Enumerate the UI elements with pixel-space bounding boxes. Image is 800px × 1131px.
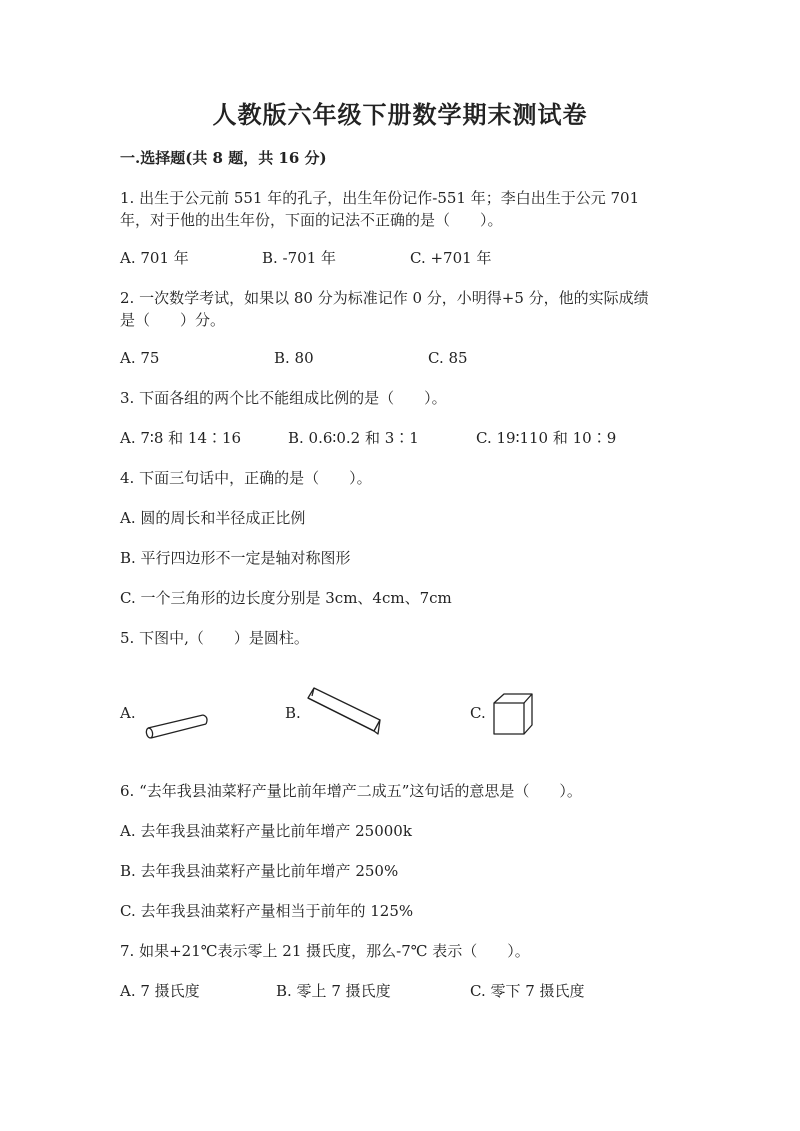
question-4-option-a: A. 圆的周长和半径成正比例: [120, 509, 306, 527]
question-6-option-b: B. 去年我县油菜籽产量比前年增产 250%: [120, 862, 399, 880]
question-2-text-line2: 是（ ）分。: [120, 311, 226, 329]
question-3-option-c: C. 19∶110 和 10∶9: [476, 429, 617, 447]
question-2-text-line1: 2. 一次数学考试，如果以 80 分为标准记作 0 分，小明得+5 分，他的实际成绩: [120, 289, 649, 307]
question-1-text-line2: 年，对于他的出生年份，下面的记法不正确的是（ ）。: [120, 211, 503, 229]
cylinder-figure: [140, 708, 215, 740]
question-1-option-b: B. -701 年: [262, 249, 337, 267]
question-4-text: 4. 下面三句话中，正确的是（ ）。: [120, 469, 372, 487]
cube-figure: [490, 690, 540, 740]
question-5-option-a: A.: [120, 704, 136, 722]
question-2-option-a: A. 75: [120, 349, 160, 367]
question-7-text: 7. 如果+21℃表示零上 21 摄氏度，那么-7℃ 表示（ ）。: [120, 942, 530, 960]
question-1-text-line1: 1. 出生于公元前 551 年的孔子，出生年份记作-551 年；李白出生于公元 701: [120, 189, 640, 207]
question-3-option-a: A. 7∶8 和 14∶16: [120, 429, 242, 447]
question-6-option-a: A. 去年我县油菜籽产量比前年增产 25000k: [120, 822, 412, 840]
question-1-option-c: C. +701 年: [410, 249, 492, 267]
question-5-option-c: C.: [470, 704, 486, 722]
question-5-option-b: B.: [285, 704, 301, 722]
question-3-option-b: B. 0.6∶0.2 和 3∶1: [288, 429, 419, 447]
question-4-option-c: C. 一个三角形的边长度分别是 3cm、4cm、7cm: [120, 589, 452, 607]
question-3-text: 3. 下面各组的两个比不能组成比例的是（ ）。: [120, 389, 447, 407]
question-4-option-b: B. 平行四边形不一定是轴对称图形: [120, 549, 351, 567]
question-7-option-b: B. 零上 7 摄氏度: [276, 982, 391, 1000]
question-2-option-c: C. 85: [428, 349, 468, 367]
question-7-option-a: A. 7 摄氏度: [120, 982, 200, 1000]
question-1-option-a: A. 701 年: [120, 249, 189, 267]
question-5-text: 5. 下图中,（ ）是圆柱。: [120, 629, 309, 647]
page-title: 人教版六年级下册数学期末测试卷: [212, 100, 588, 129]
section-heading: 一.选择题(共 8 题，共 16 分): [120, 149, 327, 167]
triangular-prism-figure: [302, 684, 387, 736]
question-6-option-c: C. 去年我县油菜籽产量相当于前年的 125%: [120, 902, 414, 920]
question-6-text: 6. “去年我县油菜籽产量比前年增产二成五”这句话的意思是（ ）。: [120, 782, 582, 800]
question-2-option-b: B. 80: [274, 349, 314, 367]
question-7-option-c: C. 零下 7 摄氏度: [470, 982, 585, 1000]
